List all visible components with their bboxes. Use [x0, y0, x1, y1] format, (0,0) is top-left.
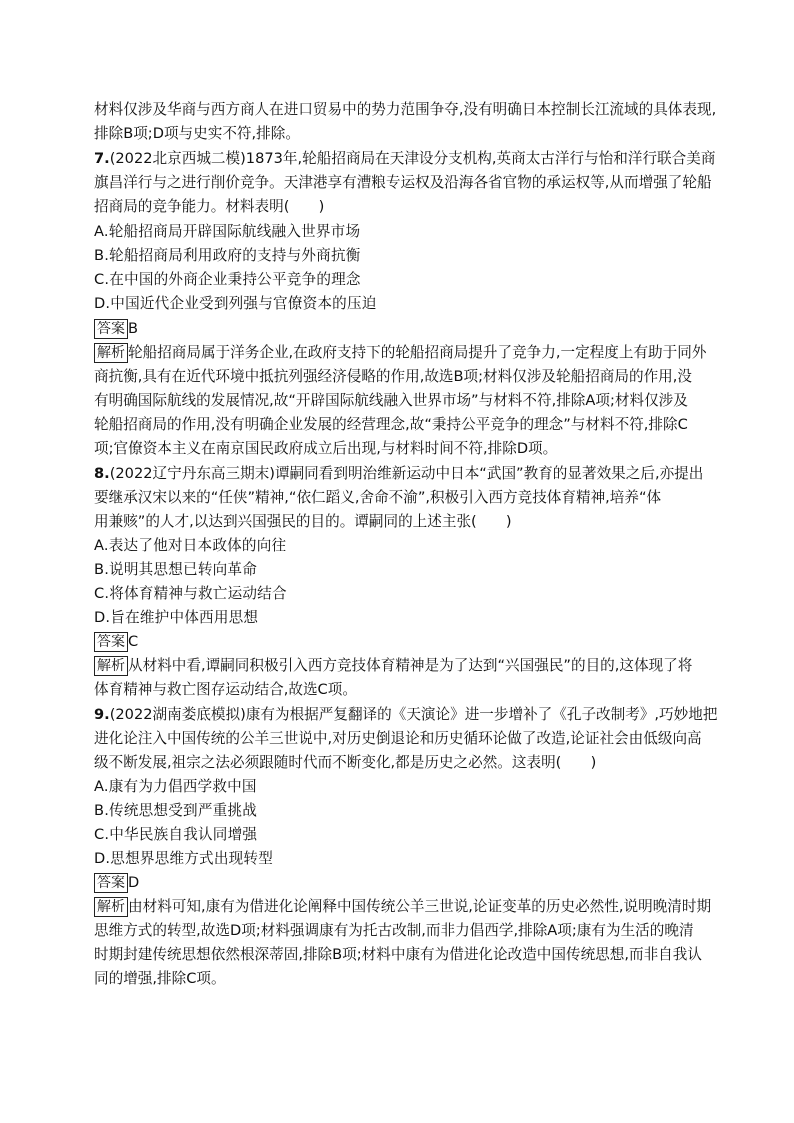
stem-line: 要继承汉宋以来的“任侠”精神,“依仁蹈义,舍命不渝”,积极引入西方竞技体育精神,培养“体	[94, 489, 662, 506]
answer-row	[94, 318, 138, 340]
carryover-line: 排除B项;D项与史实不符,排除。	[94, 125, 300, 142]
analysis-line: 轮船招商局属于洋务企业,在政府支持下的轮船招商局提升了竞争力,一定程度上有助于同外	[128, 344, 707, 361]
answer-tag: 答案	[94, 632, 128, 652]
answer-tag: 答案	[94, 873, 128, 893]
analysis-line: 轮船招商局的作用,没有明确企业发展的经营理念,故“秉持公平竞争的理念”与材料不符,排除C	[94, 416, 688, 433]
option-d: D.中国近代企业受到列强与官僚资本的压迫	[94, 295, 377, 312]
analysis-line: 项;官僚资本主义在南京国民政府成立后出现,与材料时间不符,排除D项。	[94, 440, 558, 457]
question-number: 7.	[94, 150, 110, 167]
analysis-tag: 解析	[94, 656, 128, 676]
answer-value: D	[128, 874, 140, 891]
analysis-line: 商抗衡,具有在近代环境中抵抗列强经济侵略的作用,故选B项;材料仅涉及轮船招商局的作用,没	[94, 368, 693, 385]
option-c: C.在中国的外商企业秉持公平竞争的理念	[94, 271, 361, 288]
analysis-row	[94, 655, 692, 677]
carryover-line: 材料仅涉及华商与西方商人在进口贸易中的势力范围争夺,没有明确日本控制长江流域的具体表现,	[94, 101, 717, 118]
analysis-line: 从材料中看,谭嗣同积极引入西方竞技体育精神是为了达到“兴国强民”的目的,这体现了将	[128, 657, 693, 674]
option-a: A.康有为力倡西学救中国	[94, 778, 257, 795]
question-number: 8.	[94, 465, 110, 482]
answer-row	[94, 872, 139, 894]
analysis-tag: 解析	[94, 897, 128, 917]
question-9-stem	[94, 704, 717, 726]
question-8-stem	[94, 463, 703, 485]
analysis-tag: 解析	[94, 343, 128, 363]
stem-line: 招商局的竞争能力。材料表明( )	[94, 198, 325, 215]
answer-value: B	[128, 320, 139, 337]
option-b: B.轮船招商局利用政府的支持与外商抗衡	[94, 247, 361, 264]
option-c: C.将体育精神与救亡运动结合	[94, 585, 287, 602]
option-a: A.表达了他对日本政体的向往	[94, 537, 287, 554]
stem-line: 级不断发展,祖宗之法必须跟随时代而不断变化,都是历史之必然。这表明( )	[94, 754, 597, 771]
answer-value: C	[128, 633, 139, 650]
option-d: D.思想界思维方式出现转型	[94, 850, 274, 867]
question-7-stem	[94, 148, 715, 170]
analysis-line: 体育精神与救亡图存运动结合,故选C项。	[94, 681, 357, 698]
analysis-row	[94, 896, 711, 918]
question-number: 9.	[94, 706, 110, 723]
analysis-line: 思维方式的转型,故选D项;材料强调康有为托古改制,而非力倡西学,排除A项;康有为生活的晚清	[94, 922, 694, 939]
analysis-row	[94, 342, 706, 364]
analysis-line: 有明确国际航线的发展情况,故“开辟国际航线融入世界市场”与材料不符,排除A项;材料仅涉及	[94, 392, 688, 409]
option-d: D.旨在维护中体西用思想	[94, 609, 259, 626]
analysis-line: 同的增强,排除C项。	[94, 970, 226, 987]
option-b: B.传统思想受到严重挑战	[94, 802, 257, 819]
answer-tag: 答案	[94, 319, 128, 339]
stem-line: 进化论注入中国传统的公羊三世说中,对历史倒退论和历史循环论做了改造,论证社会由低级向高	[94, 730, 702, 747]
stem-line: (2022辽宁丹东高三期末)谭嗣同看到明治维新运动中日本“武国”教育的显著效果之后,亦提出	[109, 465, 704, 482]
stem-line: (2022湖南娄底模拟)康有为根据严复翻译的《天演论》进一步增补了《孔子改制考》,巧妙地把	[109, 706, 718, 723]
option-b: B.说明其思想已转向革命	[94, 561, 257, 578]
option-c: C.中华民族自我认同增强	[94, 826, 258, 843]
answer-row	[94, 631, 138, 653]
stem-line: (2022北京西城二模)1873年,轮船招商局在天津设分支机构,英商太古洋行与怡和洋行联合美商	[109, 150, 716, 167]
analysis-line: 由材料可知,康有为借进化论阐释中国传统公羊三世说,论证变革的历史必然性,说明晚清时期	[128, 898, 712, 915]
stem-line: 用兼赅”的人才,以达到兴国强民的目的。谭嗣同的上述主张( )	[94, 513, 512, 530]
stem-line: 旗昌洋行与之进行削价竞争。天津港享有漕粮专运权及沿海各省官物的承运权等,从而增强了轮船	[94, 174, 712, 191]
option-a: A.轮船招商局开辟国际航线融入世界市场	[94, 223, 361, 240]
analysis-line: 时期封建传统思想依然根深蒂固,排除B项;材料中康有为借进化论改造中国传统思想,而非自我认	[94, 946, 702, 963]
